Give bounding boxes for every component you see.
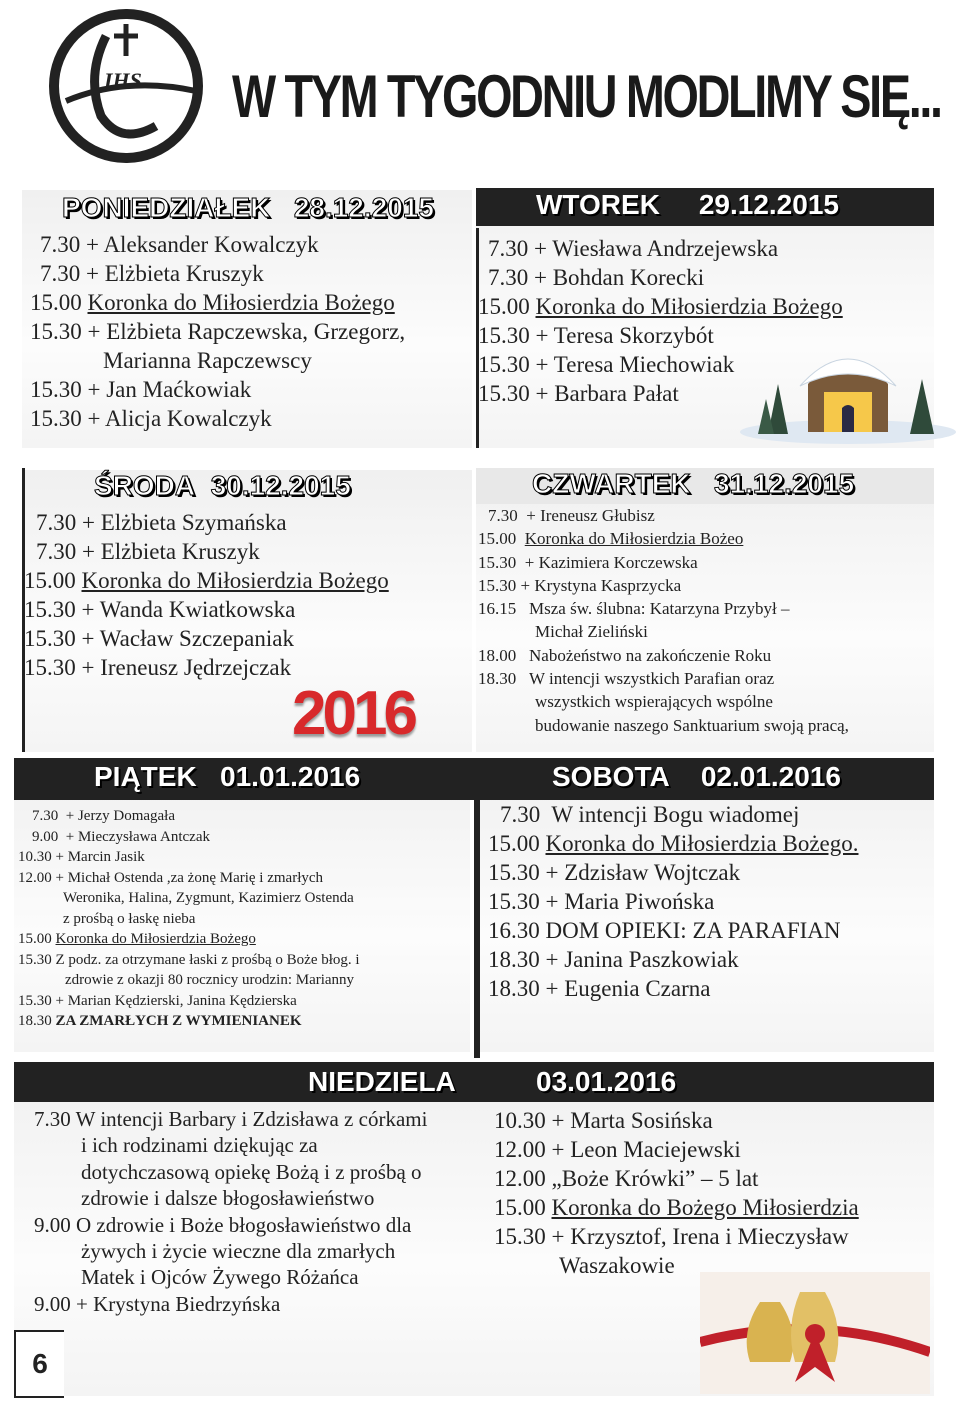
entry: Matek i Ojców Żywego Różańca	[81, 1265, 359, 1290]
entry: z prośbą o łaskę nieba	[63, 910, 196, 927]
entry: 15.30 + Barbara Pałat	[478, 381, 679, 406]
entry: wszystkich wspierających wspólne	[535, 692, 773, 712]
entry: 7.30 W intencji Bogu wiadomej	[500, 802, 800, 827]
thursday-heading: CZWARTEK 31.12.2015	[532, 468, 855, 499]
entry: 15.30 + Wacław Szczepaniak	[24, 626, 294, 651]
entry: 7.30 + Elżbieta Szymańska	[36, 510, 287, 535]
entry: i ich rodzinami dziękując za	[81, 1133, 318, 1158]
entry: 9.00 + Mieczysława Antczak	[32, 828, 210, 845]
monday-heading: PONIEDZIAŁEK 28.12.2015	[62, 192, 434, 223]
entry: 9.00 O zdrowie i Boże błogosławieństwo dla	[34, 1212, 412, 1237]
entry: 7.30 W intencji Barbary i Zdzisława z córkami	[34, 1107, 428, 1131]
entry: 7.30 + Elżbieta Kruszyk	[36, 539, 260, 564]
entry: 18.30 ZA ZMARŁYCH Z WYMIENIANEK	[18, 1013, 302, 1029]
entry: 15.30 + Elżbieta Rapczewska, Grzegorz,	[30, 319, 406, 344]
year-2016-graphic: 2016	[292, 679, 414, 748]
entry: 12.00 „Boże Krówki” – 5 lat	[494, 1166, 759, 1191]
friday-entries	[18, 806, 360, 1032]
sunday-date: 03.01.2016	[536, 1066, 677, 1097]
tuesday-heading: WTOREK 29.12.2015	[536, 189, 839, 220]
entry: 9.00 + Krystyna Biedrzyńska	[34, 1291, 281, 1316]
page-headline: W TYM TYGODNIU MODLIMY SIĘ...	[232, 63, 941, 130]
entry: 15.00 Koronka do Miłosierdzia Bożeo	[478, 529, 744, 549]
entry: 15.30 + Kazimiera Korczewska	[478, 552, 698, 572]
entry: 15.30 + Krzysztof, Irena i Mieczysław	[494, 1224, 849, 1249]
entry: zdrowie z okazji 80 rocznicy urodzin: Marianny	[65, 972, 355, 988]
entry: 15.30 + Zdzisław Wojtczak	[488, 860, 741, 885]
entry: 15.00 Koronka do Bożego Miłosierdzia	[494, 1195, 859, 1220]
entry: 15.30 + Marian Kędzierski, Janina Kędzierska	[18, 992, 297, 1009]
entry: 7.30 + Aleksander Kowalczyk	[40, 232, 319, 257]
entry: 15.30 + Teresa Miechowiak	[478, 352, 735, 377]
entry: 18.30 + Janina Paszkowiak	[488, 947, 739, 972]
entry: Weronika, Halina, Zygmunt, Kazimierz Ostenda	[63, 890, 354, 906]
entry: 15.00 Koronka do Miłosierdzia Bożego	[30, 290, 395, 315]
entry: 7.30 + Ireneusz Głubisz	[488, 506, 655, 525]
sunday-left-entries	[34, 1106, 427, 1317]
entry: Waszakowie	[559, 1253, 675, 1278]
entry: 16.15 Msza św. ślubna: Katarzyna Przybył –	[478, 599, 790, 619]
thursday-entries	[478, 504, 849, 737]
entry: 18.30 W intencji wszystkich Parafian oraz	[478, 669, 775, 689]
entry: 15.30 + Krystyna Kasprzycka	[478, 575, 682, 595]
saturday-entries	[488, 800, 858, 1003]
entry: 15.00 Koronka do Miłosierdzia Bożego	[24, 568, 389, 593]
friday-heading: PIĄTEK 01.01.2016	[94, 761, 361, 792]
entry: 15.30 Z podz. za otrzymane łaski z prośbą o Boże błog. i	[18, 951, 360, 968]
sunday-right-entries	[494, 1106, 859, 1280]
entry: budowanie naszego Sanktuarium swoją pracą,	[535, 715, 849, 735]
entry: 15.30 + Alicja Kowalczyk	[30, 406, 272, 431]
entry: 18.00 Nabożeństwo na zakończenie Roku	[478, 645, 772, 665]
entry: 15.00 Koronka do Miłosierdzia Bożego	[478, 294, 843, 319]
entry: 12.00 + Leon Maciejewski	[494, 1137, 741, 1162]
entry: 15.30 + Wanda Kwiatkowska	[24, 597, 296, 622]
entry: 12.00 + Michał Ostenda ,za żonę Marię i zmarłych	[18, 869, 324, 886]
entry: 7.30 + Bohdan Korecki	[488, 265, 705, 290]
entry: 15.00 Koronka do Miłosierdzia Bożego	[18, 931, 256, 947]
entry: Marianna Rapczewscy	[103, 348, 312, 373]
entry: 15.00 Koronka do Miłosierdzia Bożego.	[488, 831, 859, 856]
ihs-logo	[46, 6, 206, 166]
saturday-heading: SOBOTA 02.01.2016	[552, 761, 841, 792]
entry: 15.30 + Teresa Skorzybót	[478, 323, 714, 348]
sunday-header-bar	[14, 1062, 934, 1102]
entry: zdrowie i dalsze błogosławieństwo	[81, 1186, 375, 1211]
entry: 18.30 + Eugenia Czarna	[488, 976, 711, 1001]
entry: 15.30 + Ireneusz Jędrzejczak	[24, 655, 292, 680]
winter-nativity-image	[738, 344, 958, 444]
entry: 16.30 DOM OPIEKI: ZA PARAFIAN	[488, 918, 841, 943]
entry: 7.30 + Elżbieta Kruszyk	[40, 261, 264, 286]
entry: 10.30 + Marta Sosińska	[494, 1108, 713, 1133]
entry: żywych i życie wieczne dla zmarłych	[81, 1239, 396, 1264]
entry: 7.30 + Wiesława Andrzejewska	[488, 236, 779, 261]
svg-text:IHS: IHS	[104, 68, 142, 93]
page-number: 6	[14, 1330, 64, 1398]
entry: dotychczasową opiekę Bożą i z prośbą o	[81, 1159, 422, 1184]
entry: 15.30 + Jan Maćkowiak	[30, 377, 252, 402]
wednesday-heading: ŚRODA 30.12.2015	[94, 470, 351, 501]
entry: 10.30 + Marcin Jasik	[18, 849, 145, 865]
sunday-heading: NIEDZIELA	[308, 1066, 456, 1097]
entry: 15.30 + Maria Piwońska	[488, 889, 715, 914]
entry: Michał Zieliński	[535, 622, 648, 642]
christmas-bells-image	[700, 1272, 930, 1394]
entry: 7.30 + Jerzy Domagała	[32, 808, 175, 824]
wednesday-entries	[24, 508, 389, 682]
monday-entries	[30, 230, 405, 433]
divider-line	[474, 760, 480, 1058]
